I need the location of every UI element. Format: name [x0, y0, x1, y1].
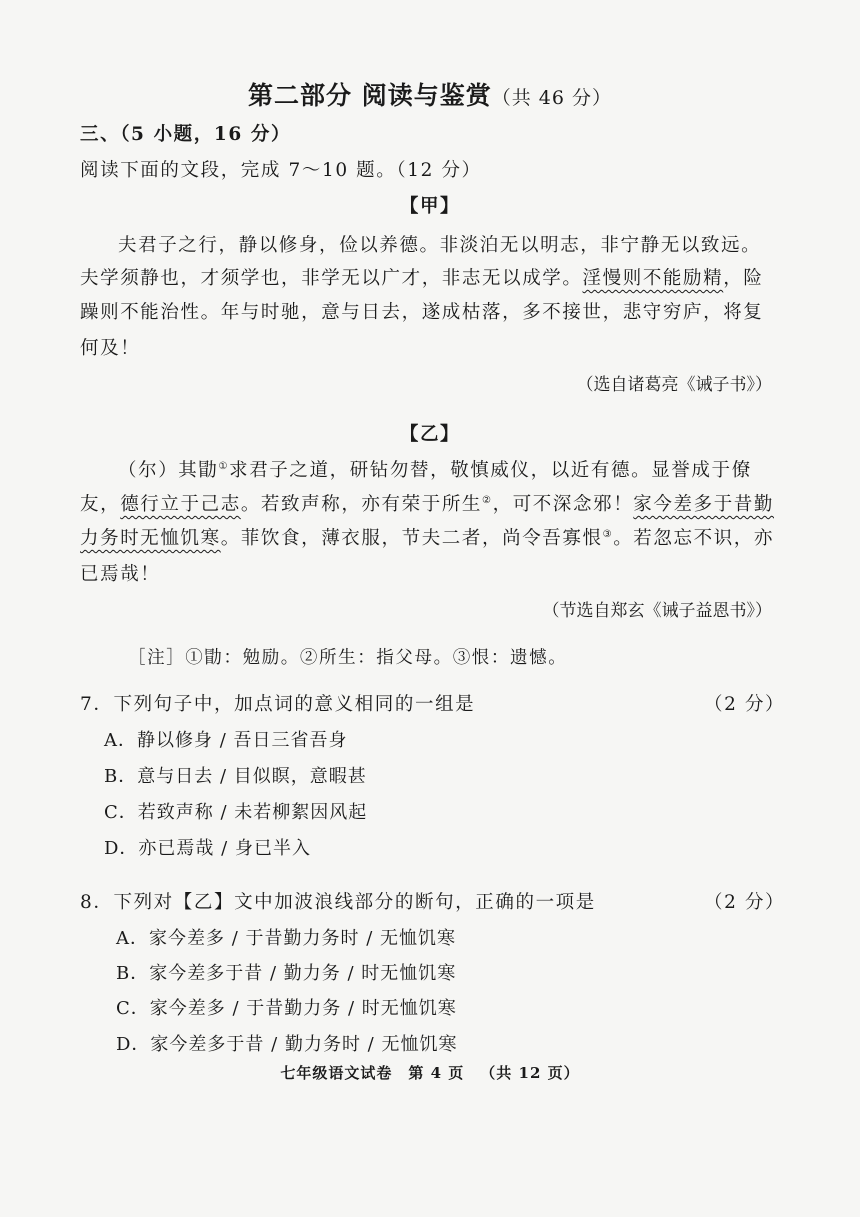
yi-line-2-c: 。若致声称，亦有荣于所生: [240, 494, 483, 515]
page-footer: [0, 1062, 860, 1083]
q7-option-b[interactable]: B．意与日去 / 目似瞑，意暇甚: [104, 766, 367, 787]
yi-line-3-c: 。若忽忘不识，亦: [613, 528, 774, 549]
part-heading: 三、（5 小题，16 分）: [80, 124, 292, 145]
q8-option-c[interactable]: C．家今差多 / 于昔勤力务 / 时无恤饥寒: [116, 998, 457, 1019]
footnote-marker-1: ①: [218, 460, 230, 472]
footer-page: 第 4 页: [408, 1064, 465, 1082]
q7-stem: 7．下列句子中，加点词的意义相同的一组是: [80, 694, 476, 715]
jia-line-3: 躁则不能治性。年与时驰，意与日去，遂成枯落，多不接世，悲守穷庐，将复: [80, 302, 764, 323]
yi-line-1-b: 求君子之道，研钻勿替，敬慎威仪，以近有德。显誉成于僚: [229, 460, 752, 481]
footnote-marker-2: ②: [482, 494, 493, 506]
footer-total: （共 12 页）: [480, 1064, 580, 1082]
jia-source: （选自诸葛亮《诫子书》）: [576, 375, 772, 395]
q7-score: （2 分）: [704, 694, 786, 715]
q7-option-a[interactable]: A．静以修身 / 吾日三省吾身: [104, 730, 348, 751]
yi-line-3: [80, 524, 774, 550]
yi-wavy-phrase-end: 力务时无恤饥寒: [80, 528, 221, 549]
yi-underlined-phrase: 德行立于己志: [120, 494, 241, 515]
yi-line-2-d: ，可不深念邪！: [492, 494, 634, 515]
yi-line-2-a: 友，: [80, 494, 121, 515]
q8-option-d[interactable]: D．家今差多于昔 / 勤力务时 / 无恤饥寒: [116, 1034, 458, 1055]
yi-label: 【乙】: [399, 424, 461, 445]
q8-option-a[interactable]: A．家今差多 / 于昔勤力务时 / 无恤饥寒: [116, 928, 457, 949]
yi-line-1: [118, 456, 752, 482]
jia-line-2-c: ，险: [723, 268, 764, 289]
yi-source: （节选自郑玄《诫子益恩书》）: [542, 601, 772, 621]
section-title: [0, 76, 860, 112]
yi-line-2: [80, 490, 774, 516]
q7-option-c[interactable]: C．若致声称 / 未若柳絮因风起: [104, 802, 368, 823]
jia-line-4: 何及！: [80, 338, 141, 359]
footnotes: ［注］①勖：勉励。②所生：指父母。③恨：遗憾。: [128, 648, 568, 668]
jia-line-2: [80, 264, 763, 290]
q7-option-d[interactable]: D．亦已焉哉 / 身已半入: [104, 838, 311, 859]
section-score: （共 46 分）: [491, 87, 612, 109]
yi-wavy-phrase-start: 家今差多于昔勤: [633, 494, 774, 515]
instruction: 阅读下面的文段，完成 7～10 题。（12 分）: [80, 160, 482, 181]
q8-score: （2 分）: [704, 892, 786, 913]
q8-stem: 8．下列对【乙】文中加波浪线部分的断句，正确的一项是: [80, 892, 596, 913]
jia-label: 【甲】: [399, 196, 461, 217]
q8-option-b[interactable]: B．家今差多于昔 / 勤力务 / 时无恤饥寒: [116, 963, 457, 984]
yi-line-4: 已焉哉！: [80, 564, 161, 585]
footer-subject: 七年级语文试卷: [280, 1064, 393, 1082]
yi-line-1-a: （尔）其勖: [118, 460, 219, 481]
jia-line-1: 夫君子之行，静以修身，俭以养德。非淡泊无以明志，非宁静无以致远。: [118, 235, 762, 256]
footnote-marker-3: ③: [602, 528, 614, 540]
jia-underlined-phrase: 淫慢则不能励精: [582, 268, 724, 289]
jia-line-2-a: 夫学须静也，才须学也，非学无以广才，非志无以成学。: [80, 268, 583, 289]
section-title-text: 第二部分 阅读与鉴赏: [248, 81, 492, 110]
yi-line-3-b: 。菲饮食，薄衣服，节夫二者，尚令吾寡恨: [220, 528, 603, 549]
